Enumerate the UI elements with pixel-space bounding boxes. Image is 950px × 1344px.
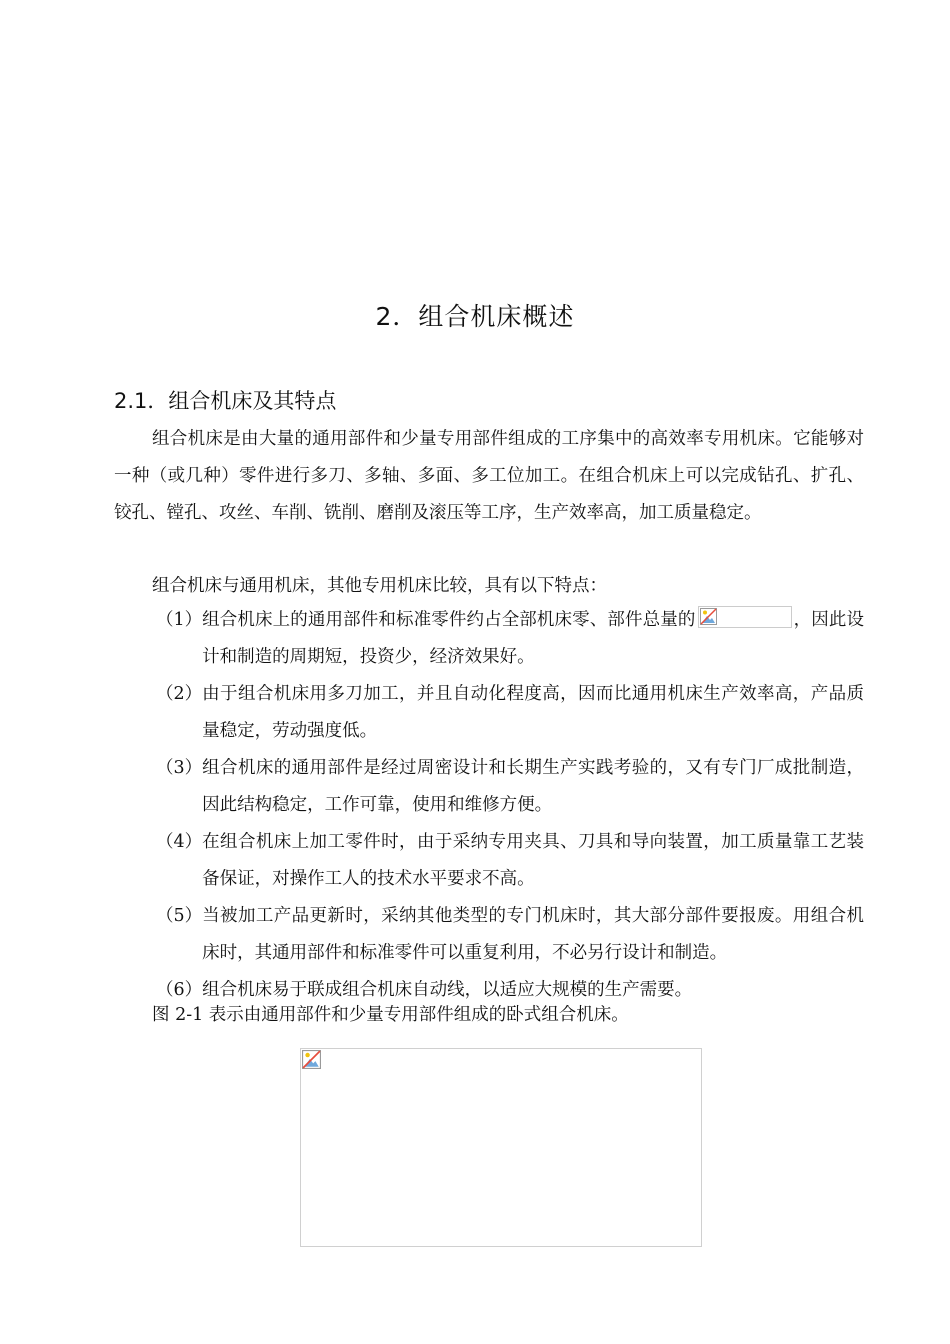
- list-item: [156, 824, 864, 898]
- list-item-number: （6）: [156, 980, 203, 1000]
- feature-list: [156, 602, 864, 1009]
- chapter-title: 2．组合机床概述: [375, 302, 575, 331]
- list-item-text-after: ，因此设计和制造的周期短，投资少，经济效果好。: [202, 610, 864, 667]
- broken-image-icon: [302, 1050, 321, 1069]
- broken-image-icon: [700, 608, 717, 625]
- list-item-number: （4）: [156, 832, 203, 852]
- list-item-number: （2）: [156, 684, 203, 704]
- list-item-text: 组合机床的通用部件是经过周密设计和长期生产实践考验的，又有专门厂成批制造，因此结构稳定，工作可靠，使用和维修方便。: [202, 758, 864, 815]
- list-item-text: 在组合机床上加工零件时，由于采纳专用夹具、刀具和导向装置，加工质量靠工艺装备保证，对操作工人的技术水平要求不高。: [202, 832, 864, 889]
- list-item-text: [202, 602, 864, 676]
- list-item: [156, 898, 864, 972]
- intro-paragraph: 组合机床是由大量的通用部件和少量专用部件组成的工序集中的高效率专用机床。它能够对一种（或几种）零件进行多刀、多轴、多面、多工位加工。在组合机床上可以完成钻孔、扩孔、铰孔、镗孔、攻丝、车削、铣削、磨削及滚压等工序，生产效率高，加工质量稳定。: [114, 429, 864, 523]
- figure-caption: 图 2-1 表示由通用部件和少量专用部件组成的卧式组合机床。: [152, 1005, 629, 1025]
- comparison-paragraph: 组合机床与通用机床，其他专用机床比较，具有以下特点：: [152, 576, 607, 596]
- list-item-text: 组合机床易于联成组合机床自动线，以适应大规模的生产需要。: [202, 980, 693, 1000]
- list-item-number: （1）: [156, 610, 203, 630]
- list-item: [156, 676, 864, 750]
- list-item-number: （5）: [156, 906, 203, 926]
- list-item-text-before: 组合机床上的通用部件和标准零件约占全部机床零、部件总量的: [202, 610, 696, 630]
- list-item-text: 由于组合机床用多刀加工，并且自动化程度高，因而比通用机床生产效率高，产品质量稳定，劳动强度低。: [202, 684, 864, 741]
- figure-image: [300, 1048, 702, 1247]
- section-title: 2.1．组合机床及其特点: [114, 389, 337, 413]
- list-item-number: （3）: [156, 758, 203, 778]
- list-item: [156, 602, 864, 676]
- inline-image: [698, 606, 792, 628]
- list-item: [156, 750, 864, 824]
- list-item-text: 当被加工产品更新时，采纳其他类型的专门机床时，其大部分部件要报废。用组合机床时，其通用部件和标准零件可以重复利用，不必另行设计和制造。: [202, 906, 864, 963]
